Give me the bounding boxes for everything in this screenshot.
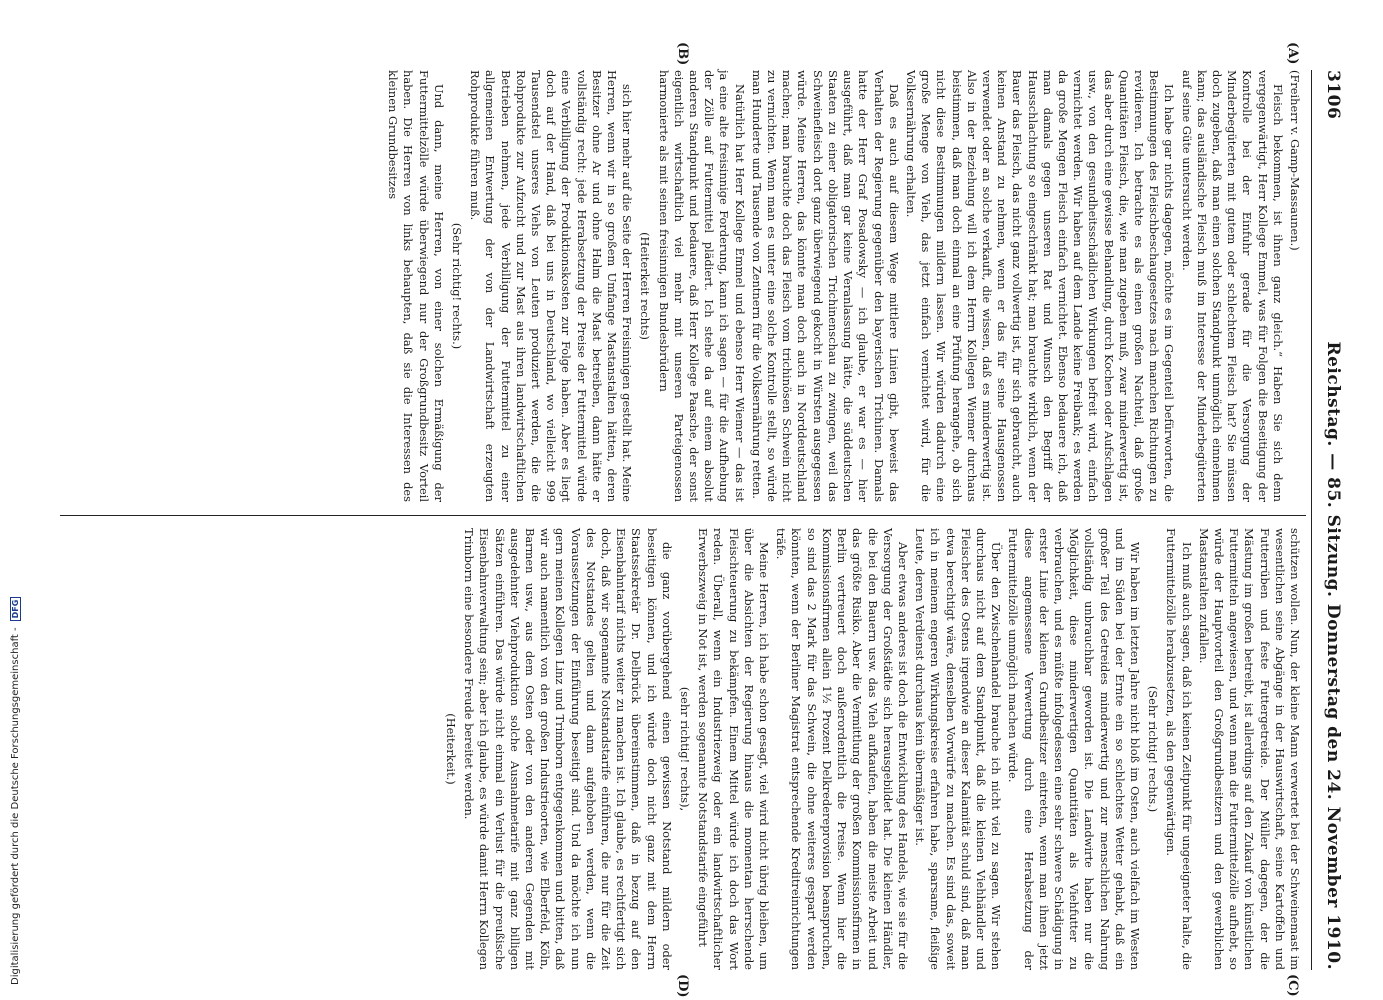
paragraph: Aber etwas anderes ist doch die Entwicklung des Handels, wie sie für die Versorgung der Großstädte sich herausgebildet hat. Die kleinen Händler, die bei den Bauern usw. das Vieh aufkaufen, haben die meiste Arbeit und das größte Risiko. Aber die Vermittlung der großen Kommissionsfirmen in Berlin vertreuert doch außerordentlich die Preise. Wenn hier die Kommissionsfirmen allein 1½ Prozent Delkredereprovision beanspruchen, so sind das 2 Mark für das Schwein, die ohne weiteres gespart werden könnten, wenn der Berliner Magistrat entsprechende Kreditreinrichtungen träfe. — [774, 528, 910, 970]
paragraph: Daß es auch auf diesem Wege mittlere Linien gibt, beweist das Verhalten der Regierung gegenüber den bayerischen Trichinen. Damals hatte der Herr Graf Posadowsky — ich glaube, er war es — hier ausgeführt, daß man gar keine Veranlassung hätte, die süddeutschen Staaten zu einer obligatorischen Trichinenschau zu zwingen, weil das Schweinefleisch dort ganz überwiegend gekocht in Würsten ausgegessen würde. Meine Herren, das könnte man doch auch in Norddeutschland machen; man brauchte doch das Fleisch vom trichinösen Schwein nicht zu vernichten. Wenn man es unter eine solche Kontrolle stellt, so würde man Hunderte und Tausende von Zentnern für die Volksernährung retten. — [749, 70, 901, 502]
digitization-note-text: Digitalisierung gefördert durch die Deutsche Forschungsgemeinschaft - — [10, 627, 21, 985]
page-number: 3106 — [1323, 70, 1343, 120]
marker-b: (B) — [675, 42, 690, 66]
paragraph: Wir haben im letzten Jahre nicht bloß im Osten, auch vielfach im Westen und im Süden bei der Ernte ein so schlechtes Wetter gehabt, daß ein großer Teil des Getreides minderwertig und zur menschlichen Nahrung vollständig unbrauchbar geworden ist. Die Landwirte haben nur die Möglichkeit, diese minderwertigen Quantitäten als Viehfutter zu verbrauchen, und es müßte infolgedessen eine sehr schwere Schädigung in erster Linie der kleinen Grundbesitzer eintreten, wenn man ihnen jetzt diese angemessene Verwertung durch eine Herabsetzung der Futtermittelzölle unmöglich machen würde. — [1006, 528, 1142, 970]
scanned-page — [60, 42, 1350, 998]
interjection: (Sehr richtig! rechts.) — [450, 222, 465, 350]
paragraph: (Freiherr v. Gamp-Massaunen.) — [1288, 70, 1302, 251]
paragraph: sich hier mehr auf die Seite der Herren Freisinnigen gestellt hat. Meine Herren, wenn wir in so großem Umfange Mastanstalten hätten, deren Besitzer ohne Ar und ohne Halm die Mast betreiben, dann hätte er vollständig recht: jede Herabsetzung der Preise der Futtermittel würde eine Verbilligung der Produktionskosten zur Folge haben. Aber es liegt doch auf der Hand, daß bei uns in Deutschland, wo vielleicht 999 Tausendstel unseres Viehs von Leuten produziert werden, die die Rohprodukte zur Aufzucht und zur Mast aus ihren landwirtschaftlichen Betrieben nehmen, jede Verbilligung der Futtermittel zu einer allgemeinen Entwertung der von der Landwirtschaft erzeugten Rohprodukte führen muß. — [468, 70, 635, 502]
paragraph: Und dann, meine Herren, von einer solchen Ermäßigung der Futtermittelzölle würde überwiegend nur der Großgrundbesitz Vorteil haben. Die Herren von links behaupten, daß sie die Interessen des kleinen Grundbesitzes — [386, 70, 446, 502]
header-rule — [1311, 70, 1312, 970]
interjection: (Heiterkeit rechts) — [638, 232, 653, 340]
paragraph: Über den Zwischenhandel brauche ich nicht viel zu sagen. Wir stehen durchaus nicht auf dem Standpunkt, daß die kleinen Viehhändler und Fleischer des Ostens irgendwie an dieser Kalamität schuld sind, daß man etwa berechtigt wäre, denselben Vorwürfe zu machen. Es sind das, soweit ich in meinem engeren Wirkungskreise erfahren habe, sparsame, fleißige Leute, deren Verdienst durchaus kein übermäßiger ist. — [913, 528, 1004, 970]
marker-a: (A) — [1285, 42, 1300, 65]
paragraph: schützen wollen. Nun, der kleine Mann verwertet bei der Schweinemast im wesentlichen seine Abgänge in der Hauswirtschaft, seine Kartoffeln und Futterrüben und feste Futtergetreide. Der Müller dagegen, der die Mästung im großen betreibt, ist allerdings auf den Zukauf von künstlichen Futtermitteln angewiesen, und wenn man die Futtermittelzölle aufhebt, so würde der Hauptvorteil den Großgrundbesitzern und den gewerblichen Mastanstalten zufallen. — [1196, 528, 1302, 970]
right-column — [60, 528, 1302, 970]
paragraph: die ganz vorübergehend einen gewissen Notstand mildern oder beseitigen können, und ich würde doch nicht ganz mit dem Herrn Staatssekretär Dr. Delbrück übereinstimmen, daß in bezug auf den Eisenbahntarif nichts weiter zu machen ist. Ich glaube, es rechtfertigt sich doch, daß wir sogenannte Notstandstarife einführen, die nur für die Zeit des Notstandes gelten und dann aufgehoben werden, wenn die Voraussetzungen der Einführung beseitigt sind. Und da möchte ich nun gern meinen Kollegen Linz und Trimborn entgegenkommen und bitten, daß wir auch namentlich von den großen Industrieorten, wie Elberfeld, Köln, Barmen usw., aus dem Osten oder von den anderen Gegenden mit ausgedehnter Viehproduktion solche Ausnahmetarife mit ganz billigen Sätzen einführen. Das würde nicht einmal ein Verlust für die preußische Eisenbahnverwaltung sein; aber ich glaube, es würde damit Herrn Kollegen Trimborn eine besondere Freude bereitet werden. — [462, 528, 674, 970]
interjection: (sehr richtig! rechts), — [678, 686, 693, 812]
running-title: Reichstag. — 85. Sitzung. Donnerstag den 24. November 1910. — [1323, 341, 1343, 970]
paragraph: Fleisch bekommen, ist ihnen ganz gleich.“ Haben Sie sich denn vergegenwärtigt, Herr Kollege Emmel, was für Folgen die Beseitigung der Kontrolle bei der Einfuhr gerade für die Versorgung der Minderbegüterten mit gutem oder schlechtem Fleisch hat? Sie müssen doch zugeben, daß man einen solchen Standpunkt unmöglich einnehmen kann; das ausländische Fleisch muß im Interesse der Minderbegüterten auf seine Güte untersucht werden. — [1179, 70, 1285, 502]
interjection: (Heiterkeit.) — [444, 713, 459, 785]
paragraph: Meine Herren, ich habe schon gesagt, viel wird nicht übrig bleiben, um über die Absichten der Regierung hinaus die momentan herrschende Fleischteuerung zu bekämpfen. Einem Mittel würde ich doch das Wort reden. Überall, wenn ein Industriezweig oder ein landwirtschaftlicher Erwerbszweig in Not ist, werden sogenannte Notstandstarife eingeführt — [696, 528, 772, 970]
page-header — [1316, 70, 1350, 970]
left-column — [60, 70, 1302, 502]
marker-d: (D) — [675, 974, 690, 998]
marker-c: (C) — [1285, 974, 1300, 997]
column-divider — [60, 515, 1306, 516]
digitization-note — [10, 597, 21, 985]
paragraph: Ich habe gar nichts dagegen, möchte es im Gegenteil befürworten, die Bestimmungen des Fleischbeschaugesetzes nach manchen Richtungen zu revidieren. Ich betrachte es als einen großen Nachteil, daß große Quantitäten Fleisch, die, wie man zugeben muß, zwar minderwertig ist, das aber durch eine gewisse Behandlung, durch Kochen oder Aufschlagen usw., von den gesundheitsschädlichen Wirkungen befreit wird, einfach vernichtet werden. Wir haben auf dem Lande keine Freibank; es werden da große Mengen Fleisch einfach vernichtet. Ebenso bedauere ich, daß man damals gegen unseren Rat und Wunsch den Begriff der Hausschlachtung so eingeschränkt hat; man brauchte wirklich, wenn der Bauer das Fleisch, das nicht ganz vollwertig ist, für sich gebraucht, auch keinen Anstand zu nehmen, wenn er das für seine Hausgenossen verwendet oder an solche verkauft, die wissen, daß es minderwertig ist. Also in der Beziehung will ich dem Herrn Kollegen Wiemer durchaus beistimmen, daß man doch einmal an eine Prüfung herangehe, ob sich nicht diese Bestimmungen mildern lassen. Wir würden dadurch eine große Menge von Vieh, das jetzt einfach vernichtet wird, für die Volksernährung erhalten. — [903, 70, 1177, 502]
dfg-logo: DFG — [10, 597, 21, 622]
paragraph: Ich muß auch sagen, daß ich keinen Zeitpunkt für ungeeigneter halte, die Futtermittelzölle herabzusetzen, als den gegenwärtigen. — [1164, 528, 1194, 970]
interjection: (Sehr richtig! rechts.) — [1146, 685, 1161, 813]
page-content-rotated — [60, 42, 1350, 998]
paragraph: Natürlich hat Herr Kollege Emmel und ebenso Herr Wiemer — das ist ja eine alte freisinnige Forderung, kann ich sagen — für die Aufhebung der Zölle auf Futtermittel plädiert. Ich stehe da auf einem absolut anderen Standpunkt und bedauere, daß Herr Kollege Paasche, der sonst eigentlich wirtschaftlich viel mehr mit unseren Parteigenossen harmonierte als mit seinen freisinnigen Bundesbrüdern — [656, 70, 747, 502]
